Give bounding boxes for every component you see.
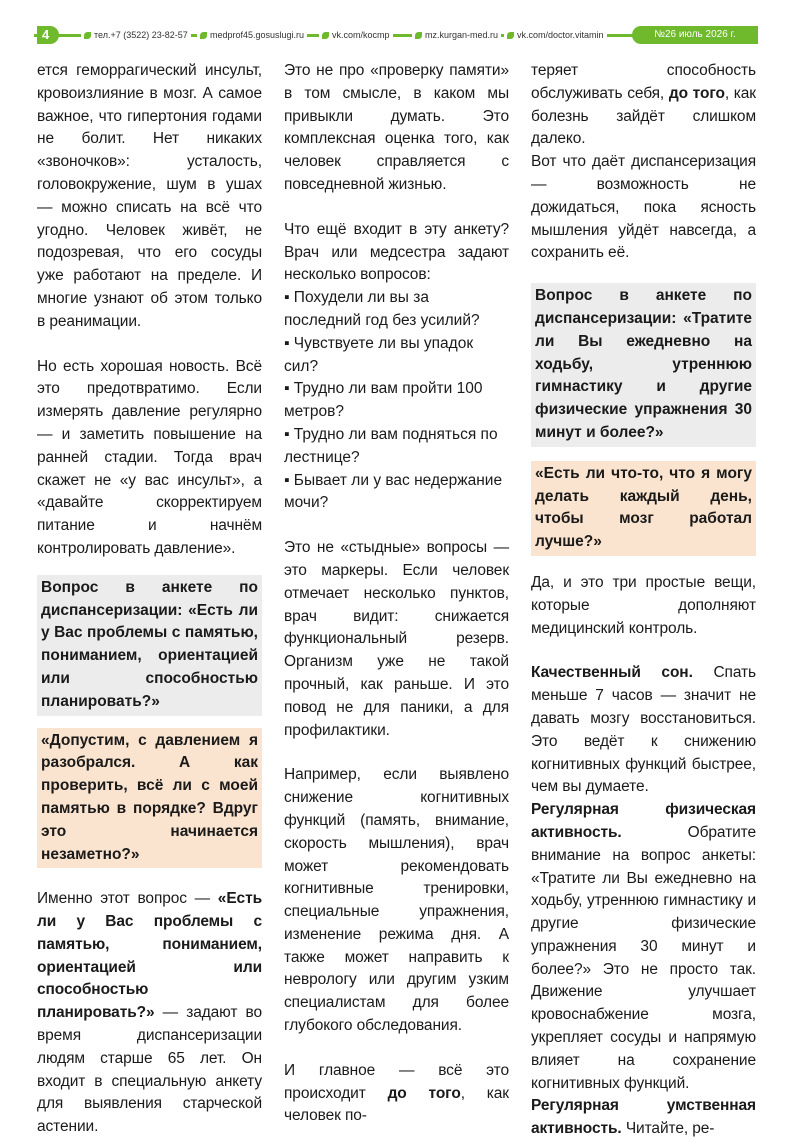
leaf-icon (322, 32, 329, 39)
list-item: ▪ Бывает ли у вас недержание мочи? (284, 471, 503, 512)
header-phone: тел.+7 (3522) 23-82-57 (81, 27, 191, 43)
page-number: 4 (37, 26, 59, 44)
paragraph: Вот что даёт диспансеризация — возможность не дожидаться, пока ясность мышления уйдёт навсегда, а сохранить её. (531, 153, 756, 262)
paragraph: Например, если выявлено снижение когнитивных функций (память, внимание, скорость мышления), врач может рекомендовать когнитивные тренировки, специальные упражнения, изменение режима дня. А также может направить к неврологу или другим узким специалистам для более глубокого обследования. (284, 766, 509, 1035)
questionnaire-callout: Вопрос в анкете по диспансеризации: «Тратите ли Вы ежедневно на ходьбу, утреннюю гимнастику и другие физические упражнения 30 минут и более?» (531, 283, 756, 447)
column-2 (284, 60, 509, 1128)
paragraph: Это не про «проверку памяти» в том смысле, в каком мы привыкли думать. Это комплексная оценка того, как человек справляется с повседневной жизнью. (284, 62, 509, 193)
paragraph: Что ещё входит в эту анкету? Врач или медсестра задают несколько вопросов: (284, 220, 509, 284)
column-3 (531, 60, 756, 1141)
paragraph: Регулярная физическая активность. Обратите внимание на вопрос анкеты: «Тратите ли Вы ежедневно на ходьбу, утреннюю гимнастику и другие физические упражнения 30 минут и более?» Это не просто так. Движение улучшает кровоснабжение мозга, укрепляет сосуды и напрямую влияет на сохранение когнитивных функций. (531, 801, 756, 1092)
issue-badge: №26 июль 2026 г. (632, 26, 758, 44)
paragraph: И главное — всё это происходит до того, как человек по- (284, 1061, 509, 1125)
header-site-3[interactable]: mz.kurgan-med.ru (412, 27, 501, 43)
paragraph: теряет способность обслуживать себя, до того, как болезнь зайдёт слишком далеко. (531, 62, 756, 148)
paragraph: Это не «стыдные» вопросы — это маркеры. Если человек отмечает несколько пунктов, врач видит: снижается функциональный резерв. Организм уже не такой прочный, как раньше. И это повод не для паники, а для профилактики. (284, 539, 509, 739)
leaf-icon (200, 32, 207, 39)
header-site-2[interactable]: vk.com/kocmp (319, 27, 393, 43)
paragraph: Именно этот вопрос — «Есть ли у Вас проблемы с памятью, пониманием, ориентацией или способностью планировать?» — задают во время диспансеризации людям старше 65 лет. Он входит в специальную анкету для выявления старческой астении. (37, 890, 262, 1136)
list-item: ▪ Похудели ли вы за последний год без усилий? (284, 289, 480, 329)
header-site-4[interactable]: vk.com/doctor.vitamin (504, 27, 607, 43)
reader-question-callout: «Есть ли что-то, что я могу делать каждый день, чтобы мозг работал лучше?» (531, 461, 756, 556)
list-item: ▪ Чувствуете ли вы упадок сил? (284, 334, 474, 375)
paragraph: Но есть хорошая новость. Всё это предотвратимо. Если измерять давление регулярно — и заметить повышение на ранней стадии. Тогда врач скажет не «у вас инсульт», а «давайте скорректируем питание и начнём контролировать давление». (37, 357, 262, 557)
paragraph: ется геморрагический инсульт, кровоизлияние в мозг. А самое важное, что гипертония годами не болит. Нет никаких «звоночков»: усталость, головокружение, шум в ушах — можно списать на всё что угодно. Человек живёт, не подозревая, что его сосуды уже работают на пределе. И многие узнают об этом только в реанимации. (37, 62, 262, 330)
paragraph: Регулярная умственная активность. Читайте, ре- (531, 1097, 756, 1138)
leaf-icon (84, 32, 91, 39)
leaf-icon (415, 32, 422, 39)
list-item: ▪ Трудно ли вам подняться по лестнице? (284, 425, 498, 466)
leaf-icon (507, 32, 514, 39)
questionnaire-callout: Вопрос в анкете по диспансеризации: «Есть ли у Вас проблемы с памятью, пониманием, ориентацией или способностью планировать?» (37, 575, 262, 716)
page-header (34, 26, 758, 44)
reader-question-callout: «Допустим, с давлением я разобрался. А как проверить, всё ли с моей памятью в порядке? Вдруг это начинается незаметно?» (37, 728, 262, 869)
column-1 (37, 60, 262, 1139)
paragraph: Да, и это три простые вещи, которые дополняют медицинский контроль. (531, 573, 756, 637)
paragraph: Качественный сон. Спать меньше 7 часов — значит не давать мозгу восстановиться. Это ведёт к снижению когнитивных функций быстрее, чем вы думаете. (531, 664, 756, 796)
header-site-1[interactable]: medprof45.gosuslugi.ru (197, 27, 307, 43)
list-item: ▪ Трудно ли вам пройти 100 метров? (284, 380, 483, 421)
